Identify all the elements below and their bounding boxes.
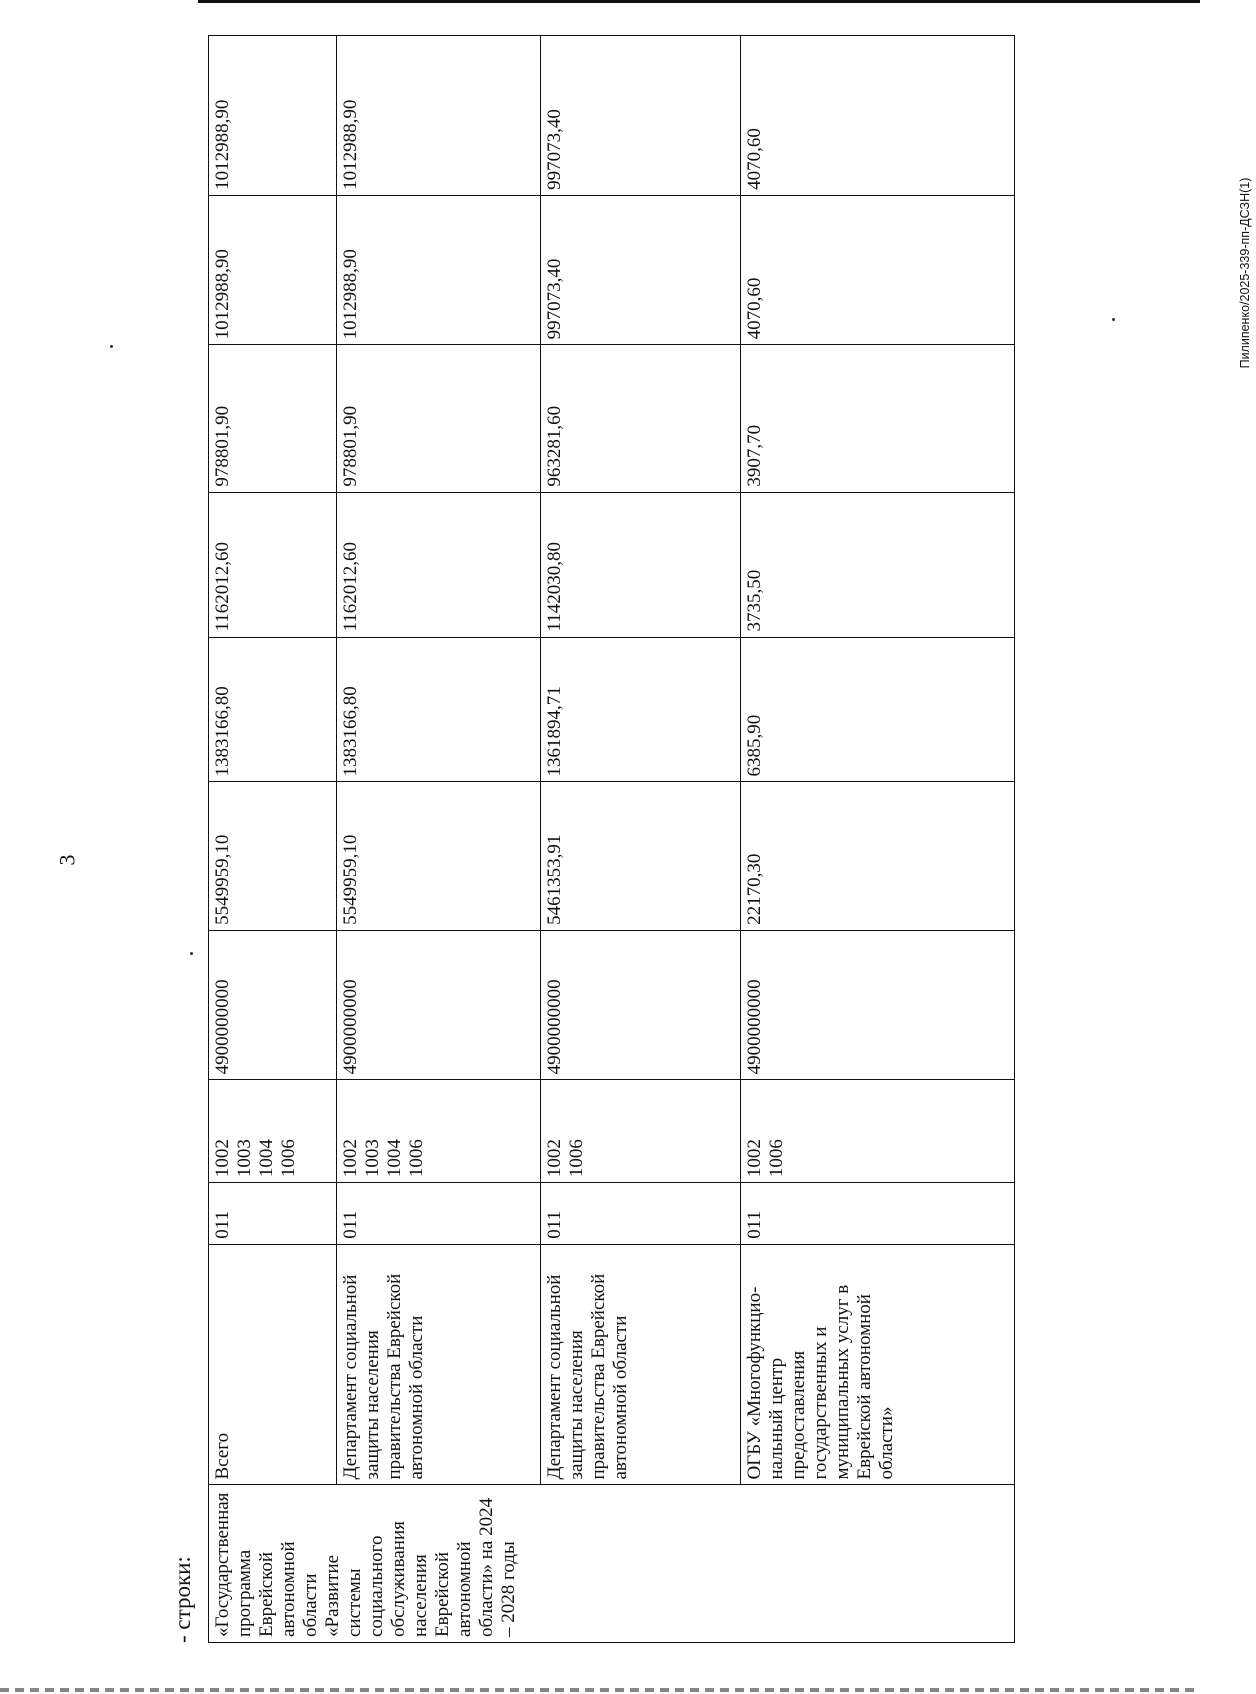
intro-text: - строки: bbox=[170, 1556, 195, 1643]
scan-speck bbox=[1112, 318, 1115, 321]
year-2024-cell: 6385,90 bbox=[741, 637, 1015, 782]
rotated-page-content bbox=[170, 23, 1055, 1643]
year-2026-cell: 963281,60 bbox=[541, 345, 741, 492]
program-name-cell: «Государственная программа Еврейской автономной области «Развитие системы социального обслуживания населения Еврейской автономной области» на 2024 – 2028 годы bbox=[209, 1485, 1015, 1643]
grbs-cell: 011 bbox=[541, 1183, 741, 1245]
page-number: 3 bbox=[54, 854, 80, 866]
year-2027-cell: 4070,60 bbox=[741, 195, 1015, 345]
top-border-line bbox=[198, 0, 1200, 3]
total-cell: 5549959,10 bbox=[209, 782, 337, 930]
table-row bbox=[741, 36, 1015, 1643]
year-2024-cell: 1383166,80 bbox=[337, 637, 541, 782]
year-2025-cell: 1142030,80 bbox=[541, 492, 741, 637]
year-2027-cell: 997073,40 bbox=[541, 195, 741, 345]
rzpr-cell: 1002 1003 1004 1006 bbox=[337, 1080, 541, 1183]
total-cell: 5549959,10 bbox=[337, 782, 541, 930]
year-2027-cell: 1012988,90 bbox=[337, 195, 541, 345]
year-2024-cell: 1383166,80 bbox=[209, 637, 337, 782]
executor-cell: Департамент социальной защиты населения правительства Еврейской автономной области bbox=[541, 1244, 741, 1485]
year-2026-cell: 978801,90 bbox=[337, 345, 541, 492]
year-2025-cell: 1162012,60 bbox=[337, 492, 541, 637]
rzpr-cell: 1002 1003 1004 1006 bbox=[209, 1080, 337, 1183]
year-2028-cell: 997073,40 bbox=[541, 36, 741, 196]
grbs-cell: 011 bbox=[209, 1183, 337, 1245]
budget-table bbox=[208, 35, 1015, 1643]
bottom-scan-edge bbox=[0, 1688, 1200, 1692]
rzpr-cell: 1002 1006 bbox=[741, 1080, 1015, 1183]
year-2024-cell: 1361894,71 bbox=[541, 637, 741, 782]
total-cell: 5461353,91 bbox=[541, 782, 741, 930]
table-row bbox=[337, 36, 541, 1643]
csr-cell: 4900000000 bbox=[337, 930, 541, 1080]
year-2025-cell: 3735,50 bbox=[741, 492, 1015, 637]
csr-cell: 4900000000 bbox=[741, 930, 1015, 1080]
scan-speck bbox=[110, 345, 113, 348]
year-2026-cell: 3907,70 bbox=[741, 345, 1015, 492]
document-code: Пилипенко/2025-339-пп-ДСЗН(1) bbox=[1238, 177, 1252, 369]
grbs-cell: 011 bbox=[337, 1183, 541, 1245]
year-2028-cell: 1012988,90 bbox=[337, 36, 541, 196]
csr-cell: 4900000000 bbox=[209, 930, 337, 1080]
grbs-cell: 011 bbox=[741, 1183, 1015, 1245]
year-2028-cell: 4070,60 bbox=[741, 36, 1015, 196]
csr-cell: 4900000000 bbox=[541, 930, 741, 1080]
executor-cell: ОГБУ «Многофункцио-нальный центр предоставления государственных и муниципальных услуг в Еврейской автономной области» bbox=[741, 1244, 1015, 1485]
rzpr-cell: 1002 1006 bbox=[541, 1080, 741, 1183]
executor-cell: Департамент социальной защиты населения правительства Еврейской автономной области bbox=[337, 1244, 541, 1485]
total-cell: 22170,30 bbox=[741, 782, 1015, 930]
year-2027-cell: 1012988,90 bbox=[209, 195, 337, 345]
year-2025-cell: 1162012,60 bbox=[209, 492, 337, 637]
table-row-total bbox=[209, 36, 337, 1643]
executor-cell: Всего bbox=[209, 1244, 337, 1485]
year-2028-cell: 1012988,90 bbox=[209, 36, 337, 196]
year-2026-cell: 978801,90 bbox=[209, 345, 337, 492]
table-row bbox=[541, 36, 741, 1643]
